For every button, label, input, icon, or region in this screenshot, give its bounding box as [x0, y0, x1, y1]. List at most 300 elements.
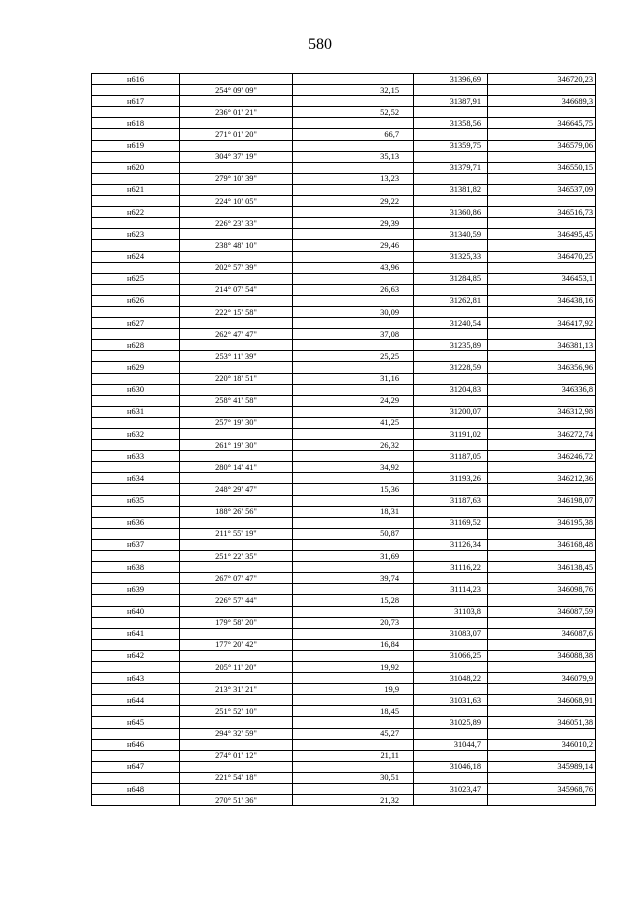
y-cell-empty: [488, 595, 596, 606]
point-name: н637: [92, 539, 180, 550]
segment-length: 26,63: [293, 284, 414, 295]
x-cell-empty: [414, 107, 488, 118]
point-name: н646: [92, 739, 180, 750]
y-coordinate: 346381,13: [488, 340, 596, 351]
coordinates-table: [91, 73, 596, 806]
direction-angle: 267° 07' 47": [180, 573, 293, 584]
angle-cell-empty: [180, 628, 293, 639]
length-cell-empty: [293, 118, 414, 129]
point-cell-empty: [92, 173, 180, 184]
y-cell-empty: [488, 395, 596, 406]
y-cell-empty: [488, 728, 596, 739]
y-coordinate: 346720,23: [488, 74, 596, 85]
point-name: н642: [92, 650, 180, 661]
length-cell-empty: [293, 340, 414, 351]
segment-row: [92, 218, 596, 229]
angle-cell-empty: [180, 695, 293, 706]
point-name: н630: [92, 384, 180, 395]
point-row: [92, 96, 596, 107]
x-coordinate: 31046,18: [414, 761, 488, 772]
x-coordinate: 31191,02: [414, 429, 488, 440]
segment-row: [92, 173, 596, 184]
x-cell-empty: [414, 506, 488, 517]
x-cell-empty: [414, 196, 488, 207]
y-cell-empty: [488, 173, 596, 184]
x-coordinate: 31381,82: [414, 184, 488, 195]
point-cell-empty: [92, 706, 180, 717]
x-cell-empty: [414, 373, 488, 384]
angle-cell-empty: [180, 650, 293, 661]
point-cell-empty: [92, 462, 180, 473]
y-coordinate: 346088,38: [488, 650, 596, 661]
segment-length: 43,96: [293, 262, 414, 273]
point-cell-empty: [92, 617, 180, 628]
point-cell-empty: [92, 573, 180, 584]
point-cell-empty: [92, 772, 180, 783]
segment-row: [92, 528, 596, 539]
segment-row: [92, 661, 596, 672]
length-cell-empty: [293, 362, 414, 373]
y-coordinate: 346138,45: [488, 562, 596, 573]
angle-cell-empty: [180, 429, 293, 440]
segment-row: [92, 506, 596, 517]
y-cell-empty: [488, 440, 596, 451]
direction-angle: 270° 51' 36": [180, 795, 293, 806]
y-coordinate: 345968,76: [488, 784, 596, 795]
x-coordinate: 31193,26: [414, 473, 488, 484]
segment-length: 26,32: [293, 440, 414, 451]
segment-row: [92, 795, 596, 806]
length-cell-empty: [293, 140, 414, 151]
x-coordinate: 31116,22: [414, 562, 488, 573]
x-coordinate: 31359,75: [414, 140, 488, 151]
segment-length: 31,69: [293, 551, 414, 562]
y-cell-empty: [488, 506, 596, 517]
y-cell-empty: [488, 107, 596, 118]
x-coordinate: 31340,59: [414, 229, 488, 240]
direction-angle: 304° 37' 19": [180, 151, 293, 162]
length-cell-empty: [293, 318, 414, 329]
segment-length: 21,32: [293, 795, 414, 806]
y-cell-empty: [488, 551, 596, 562]
length-cell-empty: [293, 229, 414, 240]
direction-angle: 224° 10' 05": [180, 196, 293, 207]
y-cell-empty: [488, 462, 596, 473]
length-cell-empty: [293, 96, 414, 107]
direction-angle: 177° 20' 42": [180, 639, 293, 650]
y-coordinate: 346438,16: [488, 295, 596, 306]
angle-cell-empty: [180, 539, 293, 550]
direction-angle: 280° 14' 41": [180, 462, 293, 473]
y-cell-empty: [488, 750, 596, 761]
point-name: н634: [92, 473, 180, 484]
x-coordinate: 31031,63: [414, 695, 488, 706]
point-row: [92, 118, 596, 129]
point-cell-empty: [92, 728, 180, 739]
y-coordinate: 346168,48: [488, 539, 596, 550]
y-coordinate: 346336,8: [488, 384, 596, 395]
length-cell-empty: [293, 584, 414, 595]
point-row: [92, 273, 596, 284]
length-cell-empty: [293, 606, 414, 617]
segment-length: 18,31: [293, 506, 414, 517]
segment-row: [92, 262, 596, 273]
x-cell-empty: [414, 617, 488, 628]
point-cell-empty: [92, 661, 180, 672]
point-name: н640: [92, 606, 180, 617]
point-cell-empty: [92, 551, 180, 562]
point-name: н617: [92, 96, 180, 107]
angle-cell-empty: [180, 251, 293, 262]
point-row: [92, 384, 596, 395]
y-coordinate: 346010,2: [488, 739, 596, 750]
x-cell-empty: [414, 85, 488, 96]
y-coordinate: 346579,06: [488, 140, 596, 151]
point-name: н648: [92, 784, 180, 795]
point-row: [92, 229, 596, 240]
point-row: [92, 473, 596, 484]
segment-length: 31,16: [293, 373, 414, 384]
point-cell-empty: [92, 129, 180, 140]
point-row: [92, 673, 596, 684]
direction-angle: 220° 18' 51": [180, 373, 293, 384]
segment-length: 52,52: [293, 107, 414, 118]
x-cell-empty: [414, 551, 488, 562]
direction-angle: 253° 11' 39": [180, 351, 293, 362]
x-coordinate: 31169,52: [414, 517, 488, 528]
length-cell-empty: [293, 473, 414, 484]
direction-angle: 257° 19' 30": [180, 417, 293, 428]
x-coordinate: 31083,07: [414, 628, 488, 639]
segment-row: [92, 129, 596, 140]
point-name: н632: [92, 429, 180, 440]
segment-row: [92, 196, 596, 207]
x-coordinate: 31023,47: [414, 784, 488, 795]
angle-cell-empty: [180, 74, 293, 85]
point-cell-empty: [92, 373, 180, 384]
segment-length: 19,92: [293, 661, 414, 672]
y-cell-empty: [488, 373, 596, 384]
segment-length: 50,87: [293, 528, 414, 539]
x-coordinate: 31360,86: [414, 207, 488, 218]
direction-angle: 205° 11' 20": [180, 661, 293, 672]
x-cell-empty: [414, 528, 488, 539]
x-coordinate: 31284,85: [414, 273, 488, 284]
segment-row: [92, 462, 596, 473]
y-coordinate: 346689,3: [488, 96, 596, 107]
y-cell-empty: [488, 196, 596, 207]
segment-row: [92, 551, 596, 562]
direction-angle: 188° 26' 56": [180, 506, 293, 517]
x-coordinate: 31187,63: [414, 495, 488, 506]
direction-angle: 214° 07' 54": [180, 284, 293, 295]
point-name: н638: [92, 562, 180, 573]
segment-length: 39,74: [293, 573, 414, 584]
x-cell-empty: [414, 706, 488, 717]
point-row: [92, 495, 596, 506]
angle-cell-empty: [180, 340, 293, 351]
length-cell-empty: [293, 739, 414, 750]
y-coordinate: 346470,25: [488, 251, 596, 262]
x-coordinate: 31204,83: [414, 384, 488, 395]
y-cell-empty: [488, 573, 596, 584]
x-cell-empty: [414, 639, 488, 650]
direction-angle: 248° 29' 47": [180, 484, 293, 495]
length-cell-empty: [293, 539, 414, 550]
direction-angle: 271° 01' 20": [180, 129, 293, 140]
angle-cell-empty: [180, 318, 293, 329]
point-row: [92, 451, 596, 462]
point-cell-empty: [92, 85, 180, 96]
x-cell-empty: [414, 262, 488, 273]
point-name: н645: [92, 717, 180, 728]
segment-row: [92, 373, 596, 384]
segment-length: 34,92: [293, 462, 414, 473]
point-name: н633: [92, 451, 180, 462]
point-name: н644: [92, 695, 180, 706]
point-name: н624: [92, 251, 180, 262]
point-row: [92, 784, 596, 795]
point-cell-empty: [92, 196, 180, 207]
x-cell-empty: [414, 440, 488, 451]
segment-row: [92, 750, 596, 761]
point-cell-empty: [92, 795, 180, 806]
x-coordinate: 31228,59: [414, 362, 488, 373]
point-row: [92, 761, 596, 772]
segment-length: 30,51: [293, 772, 414, 783]
x-cell-empty: [414, 573, 488, 584]
angle-cell-empty: [180, 495, 293, 506]
angle-cell-empty: [180, 295, 293, 306]
point-row: [92, 74, 596, 85]
length-cell-empty: [293, 184, 414, 195]
point-row: [92, 140, 596, 151]
x-cell-empty: [414, 462, 488, 473]
angle-cell-empty: [180, 784, 293, 795]
x-cell-empty: [414, 395, 488, 406]
point-cell-empty: [92, 218, 180, 229]
point-name: н631: [92, 406, 180, 417]
segment-row: [92, 772, 596, 783]
direction-angle: 236° 01' 21": [180, 107, 293, 118]
segment-length: 66,7: [293, 129, 414, 140]
y-coordinate: 346051,38: [488, 717, 596, 728]
direction-angle: 279° 10' 39": [180, 173, 293, 184]
point-name: н625: [92, 273, 180, 284]
y-cell-empty: [488, 262, 596, 273]
segment-row: [92, 684, 596, 695]
y-cell-empty: [488, 706, 596, 717]
y-coordinate: 346087,59: [488, 606, 596, 617]
point-name: н618: [92, 118, 180, 129]
segment-row: [92, 417, 596, 428]
point-name: н626: [92, 295, 180, 306]
y-cell-empty: [488, 684, 596, 695]
segment-row: [92, 484, 596, 495]
y-coordinate: 346198,07: [488, 495, 596, 506]
point-cell-empty: [92, 684, 180, 695]
x-coordinate: 31240,54: [414, 318, 488, 329]
direction-angle: 202° 57' 39": [180, 262, 293, 273]
length-cell-empty: [293, 295, 414, 306]
x-coordinate: 31044,7: [414, 739, 488, 750]
segment-row: [92, 329, 596, 340]
point-name: н635: [92, 495, 180, 506]
point-name: н619: [92, 140, 180, 151]
segment-length: 29,39: [293, 218, 414, 229]
y-coordinate: 346195,38: [488, 517, 596, 528]
point-cell-empty: [92, 595, 180, 606]
angle-cell-empty: [180, 229, 293, 240]
y-cell-empty: [488, 617, 596, 628]
point-row: [92, 406, 596, 417]
angle-cell-empty: [180, 761, 293, 772]
x-cell-empty: [414, 795, 488, 806]
y-coordinate: 346098,76: [488, 584, 596, 595]
length-cell-empty: [293, 451, 414, 462]
segment-row: [92, 706, 596, 717]
x-coordinate: 31114,23: [414, 584, 488, 595]
y-cell-empty: [488, 218, 596, 229]
segment-row: [92, 151, 596, 162]
segment-length: 45,27: [293, 728, 414, 739]
direction-angle: 221° 54' 18": [180, 772, 293, 783]
y-coordinate: 346550,15: [488, 162, 596, 173]
length-cell-empty: [293, 628, 414, 639]
y-cell-empty: [488, 329, 596, 340]
y-coordinate: 346212,36: [488, 473, 596, 484]
point-cell-empty: [92, 395, 180, 406]
y-cell-empty: [488, 417, 596, 428]
point-cell-empty: [92, 417, 180, 428]
segment-length: 29,46: [293, 240, 414, 251]
point-name: н647: [92, 761, 180, 772]
point-row: [92, 517, 596, 528]
length-cell-empty: [293, 784, 414, 795]
y-cell-empty: [488, 528, 596, 539]
length-cell-empty: [293, 673, 414, 684]
length-cell-empty: [293, 207, 414, 218]
angle-cell-empty: [180, 473, 293, 484]
angle-cell-empty: [180, 717, 293, 728]
point-row: [92, 695, 596, 706]
point-row: [92, 562, 596, 573]
segment-length: 24,29: [293, 395, 414, 406]
direction-angle: 226° 57' 44": [180, 595, 293, 606]
x-coordinate: 31235,89: [414, 340, 488, 351]
point-name: н639: [92, 584, 180, 595]
point-row: [92, 295, 596, 306]
segment-length: 20,73: [293, 617, 414, 628]
x-cell-empty: [414, 684, 488, 695]
y-cell-empty: [488, 351, 596, 362]
segment-length: 18,45: [293, 706, 414, 717]
point-name: н628: [92, 340, 180, 351]
segment-length: 13,23: [293, 173, 414, 184]
x-coordinate: 31325,33: [414, 251, 488, 262]
point-cell-empty: [92, 107, 180, 118]
direction-angle: 213° 31' 21": [180, 684, 293, 695]
y-cell-empty: [488, 795, 596, 806]
point-cell-empty: [92, 528, 180, 539]
point-name: н641: [92, 628, 180, 639]
angle-cell-empty: [180, 739, 293, 750]
segment-row: [92, 395, 596, 406]
point-cell-empty: [92, 306, 180, 317]
x-cell-empty: [414, 595, 488, 606]
x-cell-empty: [414, 240, 488, 251]
angle-cell-empty: [180, 118, 293, 129]
segment-row: [92, 573, 596, 584]
direction-angle: 261° 19' 30": [180, 440, 293, 451]
x-coordinate: 31379,71: [414, 162, 488, 173]
y-coordinate: 346356,96: [488, 362, 596, 373]
x-coordinate: 31066,25: [414, 650, 488, 661]
x-cell-empty: [414, 218, 488, 229]
point-row: [92, 717, 596, 728]
segment-row: [92, 240, 596, 251]
point-row: [92, 539, 596, 550]
length-cell-empty: [293, 251, 414, 262]
y-cell-empty: [488, 151, 596, 162]
direction-angle: 274° 01' 12": [180, 750, 293, 761]
point-row: [92, 628, 596, 639]
x-cell-empty: [414, 284, 488, 295]
angle-cell-empty: [180, 140, 293, 151]
x-cell-empty: [414, 750, 488, 761]
segment-length: 35,13: [293, 151, 414, 162]
point-cell-empty: [92, 639, 180, 650]
y-cell-empty: [488, 129, 596, 140]
segment-length: 16,84: [293, 639, 414, 650]
point-row: [92, 340, 596, 351]
angle-cell-empty: [180, 606, 293, 617]
page-number: 580: [308, 36, 332, 53]
segment-row: [92, 595, 596, 606]
y-cell-empty: [488, 240, 596, 251]
direction-angle: 262° 47' 47": [180, 329, 293, 340]
direction-angle: 238° 48' 10": [180, 240, 293, 251]
length-cell-empty: [293, 761, 414, 772]
y-cell-empty: [488, 661, 596, 672]
x-coordinate: 31387,91: [414, 96, 488, 107]
point-cell-empty: [92, 329, 180, 340]
direction-angle: 251° 22' 35": [180, 551, 293, 562]
angle-cell-empty: [180, 584, 293, 595]
segment-length: 19,9: [293, 684, 414, 695]
length-cell-empty: [293, 695, 414, 706]
x-coordinate: 31262,81: [414, 295, 488, 306]
point-name: н620: [92, 162, 180, 173]
y-cell-empty: [488, 306, 596, 317]
x-cell-empty: [414, 306, 488, 317]
segment-length: 32,15: [293, 85, 414, 96]
segment-row: [92, 617, 596, 628]
point-cell-empty: [92, 151, 180, 162]
segment-length: 15,28: [293, 595, 414, 606]
segment-row: [92, 284, 596, 295]
y-coordinate: 346417,92: [488, 318, 596, 329]
y-coordinate: 346312,98: [488, 406, 596, 417]
x-cell-empty: [414, 173, 488, 184]
point-name: н629: [92, 362, 180, 373]
direction-angle: 254° 09' 09": [180, 85, 293, 96]
point-row: [92, 362, 596, 373]
direction-angle: 251° 52' 10": [180, 706, 293, 717]
y-coordinate: 346495,45: [488, 229, 596, 240]
y-coordinate: 346453,1: [488, 273, 596, 284]
x-cell-empty: [414, 329, 488, 340]
